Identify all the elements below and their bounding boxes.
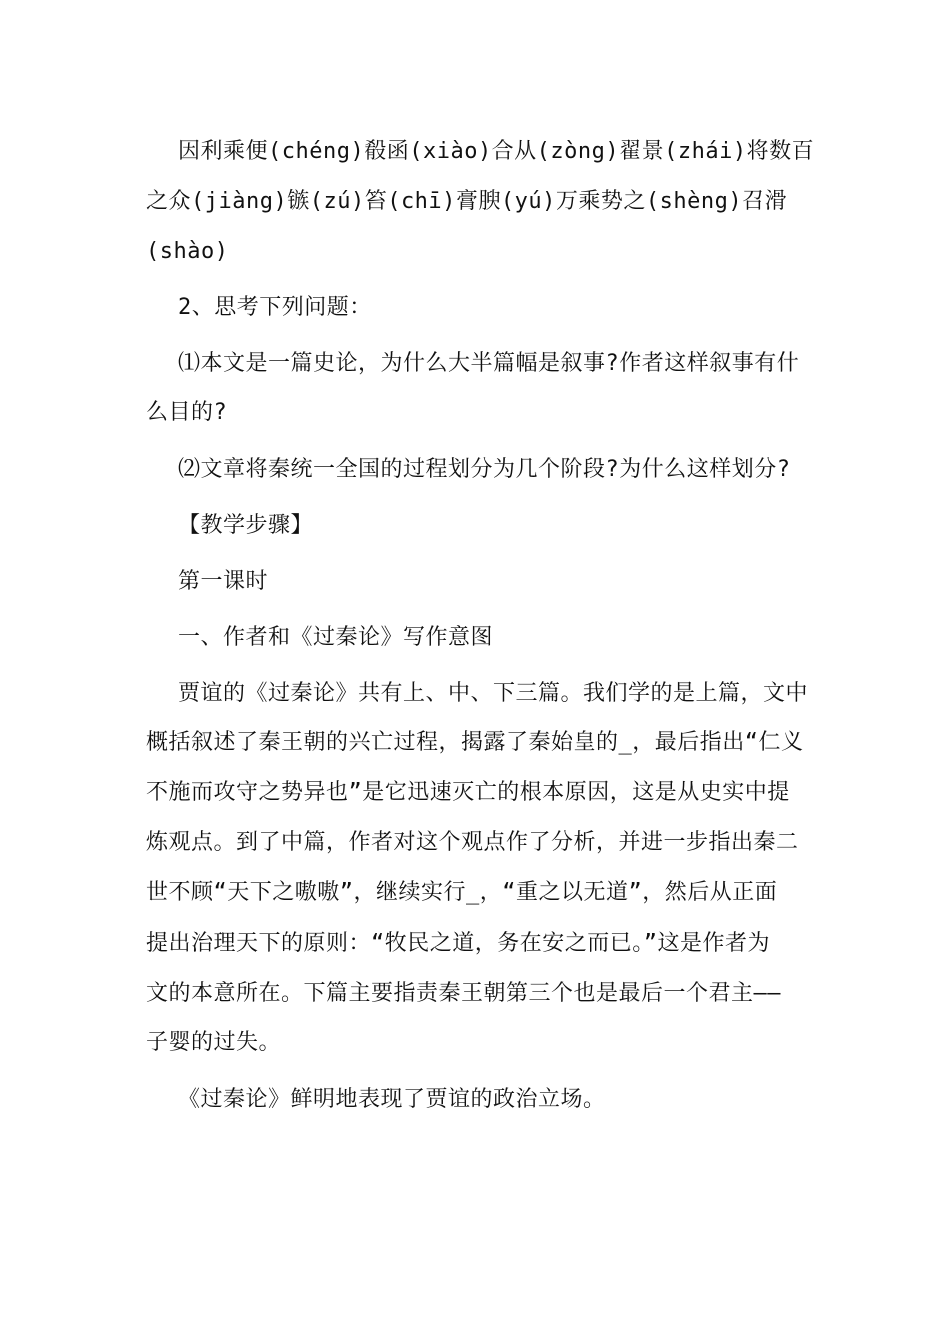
paragraph-1-line-2: 概括叙述了秦王朝的兴亡过程，揭露了秦始皇的_，最后指出“仁义 [146, 730, 804, 755]
paragraph-2: 《过秦论》鲜明地表现了贾谊的政治立场。 [178, 1087, 606, 1112]
pinyin-line-1: 因利乘便(chéng)殽函(xiào)合从(zòng)翟景(zhái)将数百 [178, 139, 815, 164]
paragraph-1-line-8: 子婴的过失。 [146, 1030, 282, 1055]
question-heading: 2、思考下列问题： [178, 295, 372, 320]
paragraph-1-line-1: 贾谊的《过秦论》共有上、中、下三篇。我们学的是上篇，文中 [178, 681, 809, 706]
pinyin-line-3: (shào) [146, 239, 229, 264]
paragraph-1-line-3: 不施而攻守之势异也”是它迅速灭亡的根本原因，这是从史实中提 [146, 780, 790, 805]
paragraph-1-line-5: 世不顾“天下之嗷嗷”，继续实行_，“重之以无道”，然后从正面 [146, 880, 778, 905]
paragraph-1-line-4: 炼观点。到了中篇，作者对这个观点作了分析，并进一步指出秦二 [146, 830, 799, 855]
paragraph-1-line-6: 提出治理天下的原则：“牧民之道，务在安之而已。”这是作者为 [146, 931, 770, 956]
paragraph-1-line-7: 文的本意所在。下篇主要指责秦王朝第三个也是最后一个君主—— [146, 981, 781, 1006]
steps-heading: 【教学步骤】 [178, 513, 314, 538]
section-heading: 一、作者和《过秦论》写作意图 [178, 625, 494, 650]
question-1-line-1: ⑴本文是一篇史论，为什么大半篇幅是叙事?作者这样叙事有什 [178, 351, 800, 376]
question-2: ⑵文章将秦统一全国的过程划分为几个阶段?为什么这样划分? [178, 457, 791, 482]
lesson-heading: 第一课时 [178, 569, 269, 594]
question-1-line-2: 么目的? [146, 400, 228, 425]
pinyin-line-2: 之众(jiàng)镞(zú)笞(chī)膏腴(yú)万乘势之(shèng)召滑 [146, 189, 788, 214]
